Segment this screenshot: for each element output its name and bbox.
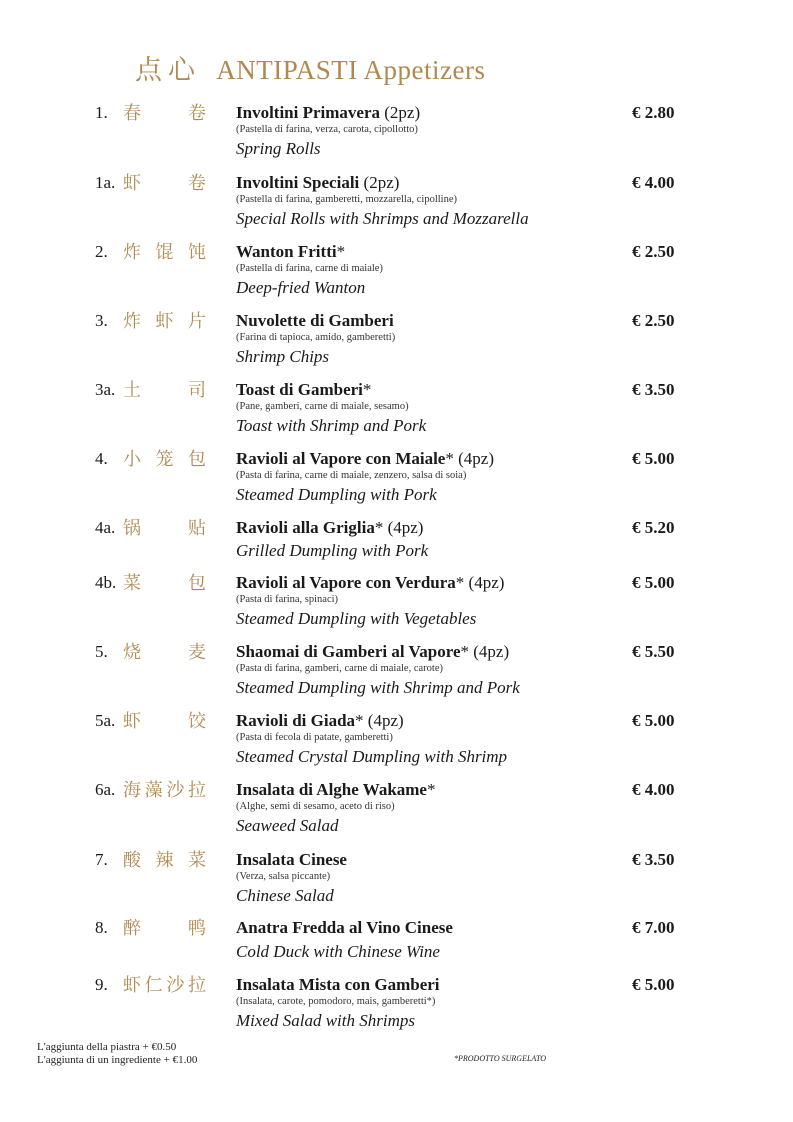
item-price: € 4.00 bbox=[632, 780, 675, 799]
frozen-asterisk: * bbox=[426, 780, 436, 799]
item-english-name: Deep-fried Wanton bbox=[236, 278, 366, 297]
chinese-character: 虾 bbox=[123, 975, 141, 995]
frozen-asterisk: * bbox=[374, 518, 384, 537]
item-italian-name bbox=[236, 449, 494, 469]
frozen-asterisk: * bbox=[445, 449, 454, 468]
item-ingredients: (Verza, salsa piccante) bbox=[236, 871, 331, 882]
item-name-bold: Ravioli al Vapore con Verdura bbox=[236, 573, 456, 592]
item-name-bold: Anatra Fredda al Vino Cinese bbox=[236, 918, 453, 937]
title-italian: ANTIPASTI bbox=[216, 55, 358, 85]
chinese-character: 藻 bbox=[144, 780, 163, 800]
item-ingredients: (Alghe, semi di sesamo, aceto di riso) bbox=[236, 801, 395, 812]
footer-extra-ingredient: L'aggiunta di un ingrediente + €1.00 bbox=[37, 1054, 198, 1066]
chinese-character: 包 bbox=[188, 449, 206, 469]
chinese-character: 锅 bbox=[123, 518, 141, 538]
item-chinese-name bbox=[123, 780, 206, 800]
chinese-character: 拉 bbox=[187, 975, 206, 995]
item-name-bold: Ravioli alla Griglia bbox=[236, 518, 375, 537]
item-ingredients: (Pasta di farina, carne di maiale, zenzero, salsa di soia) bbox=[236, 470, 467, 481]
title-english: Appetizers bbox=[363, 55, 486, 85]
frozen-asterisk: * bbox=[355, 711, 364, 730]
item-number: 4b. bbox=[95, 573, 117, 592]
chinese-character: 小 bbox=[123, 449, 141, 469]
chinese-character: 馄 bbox=[155, 242, 174, 262]
chinese-character: 贴 bbox=[188, 518, 206, 538]
chinese-character: 麦 bbox=[188, 642, 206, 662]
frozen-asterisk: * bbox=[455, 573, 465, 592]
item-italian-name bbox=[236, 780, 435, 800]
item-price: € 5.00 bbox=[632, 975, 675, 994]
item-quantity: (4pz) bbox=[469, 642, 510, 661]
page-title bbox=[135, 48, 486, 87]
item-italian-name bbox=[236, 642, 509, 662]
chinese-character: 虾 bbox=[123, 711, 141, 731]
frozen-product-note: *PRODOTTO SURGELATO bbox=[454, 1054, 547, 1063]
item-chinese-name bbox=[123, 850, 206, 870]
footer-extra-plate: L'aggiunta della piastra + €0.50 bbox=[37, 1041, 177, 1053]
item-number: 6a. bbox=[95, 780, 116, 799]
chinese-character: 沙 bbox=[166, 780, 185, 800]
item-italian-name bbox=[236, 242, 345, 262]
frozen-asterisk: * bbox=[336, 242, 346, 261]
chinese-character: 卷 bbox=[188, 103, 206, 123]
item-quantity: (4pz) bbox=[363, 711, 404, 730]
item-number: 3. bbox=[95, 311, 108, 330]
item-number: 2. bbox=[95, 242, 108, 261]
item-ingredients: (Insalata, carote, pomodoro, mais, gamberetti*) bbox=[236, 996, 436, 1007]
item-italian-name bbox=[236, 711, 404, 731]
item-price: € 4.00 bbox=[632, 173, 675, 192]
item-chinese-name bbox=[123, 918, 206, 938]
item-ingredients: (Pane, gamberi, carne di maiale, sesamo) bbox=[236, 401, 409, 412]
chinese-character: 菜 bbox=[123, 573, 141, 593]
item-name-bold: Ravioli al Vapore con Maiale bbox=[236, 449, 446, 468]
item-english-name: Toast with Shrimp and Pork bbox=[236, 416, 427, 435]
item-price: € 3.50 bbox=[632, 380, 675, 399]
item-english-name: Steamed Dumpling with Vegetables bbox=[236, 609, 477, 628]
item-number: 5. bbox=[95, 642, 108, 661]
item-chinese-name bbox=[123, 173, 206, 193]
chinese-character: 炸 bbox=[123, 311, 141, 331]
item-english-name: Spring Rolls bbox=[236, 139, 321, 158]
chinese-character: 春 bbox=[123, 103, 141, 123]
item-ingredients: (Farina di tapioca, amido, gamberetti) bbox=[236, 332, 396, 343]
item-name-bold: Ravioli di Giada bbox=[236, 711, 356, 730]
item-price: € 2.50 bbox=[632, 242, 675, 261]
chinese-character: 虾 bbox=[155, 311, 174, 331]
chinese-character: 司 bbox=[188, 380, 206, 400]
chinese-character: 卷 bbox=[188, 173, 206, 193]
item-italian-name bbox=[236, 311, 394, 331]
item-number: 4. bbox=[95, 449, 108, 468]
item-number: 7. bbox=[95, 850, 108, 869]
item-name-bold: Insalata Cinese bbox=[236, 850, 347, 869]
item-price: € 5.00 bbox=[632, 449, 675, 468]
item-english-name: Grilled Dumpling with Pork bbox=[236, 541, 429, 560]
item-price: € 5.50 bbox=[632, 642, 675, 661]
item-ingredients: (Pastella di farina, carne di maiale) bbox=[236, 263, 383, 274]
chinese-character: 饨 bbox=[188, 242, 206, 262]
item-italian-name bbox=[236, 518, 423, 538]
item-name-bold: Shaomai di Gamberi al Vapore bbox=[236, 642, 461, 661]
item-price: € 7.00 bbox=[632, 918, 675, 937]
item-name-bold: Toast di Gamberi bbox=[236, 380, 363, 399]
item-italian-name bbox=[236, 173, 399, 193]
item-price: € 3.50 bbox=[632, 850, 675, 869]
item-name-bold: Wanton Fritti bbox=[236, 242, 337, 261]
item-price: € 5.00 bbox=[632, 711, 675, 730]
item-chinese-name bbox=[123, 642, 206, 662]
item-name-bold: Insalata Mista con Gamberi bbox=[236, 975, 440, 994]
item-chinese-name bbox=[123, 711, 206, 731]
item-number: 3a. bbox=[95, 380, 116, 399]
chinese-character: 笼 bbox=[155, 449, 174, 469]
item-italian-name bbox=[236, 975, 440, 995]
chinese-character: 沙 bbox=[166, 975, 185, 995]
item-name-bold: Involtini Speciali bbox=[236, 173, 360, 192]
item-italian-name bbox=[236, 103, 420, 123]
chinese-character: 炸 bbox=[123, 242, 141, 262]
chinese-character: 酸 bbox=[123, 850, 141, 870]
item-chinese-name bbox=[123, 975, 206, 995]
item-english-name: Cold Duck with Chinese Wine bbox=[236, 942, 440, 961]
chinese-character: 辣 bbox=[155, 850, 174, 870]
item-ingredients: (Pastella di farina, verza, carota, cipollotto) bbox=[236, 124, 418, 135]
frozen-asterisk: * bbox=[362, 380, 372, 399]
item-number: 8. bbox=[95, 918, 108, 937]
item-quantity: (4pz) bbox=[464, 573, 505, 592]
chinese-character: 烧 bbox=[123, 642, 141, 662]
item-chinese-name bbox=[123, 573, 206, 593]
item-ingredients: (Pasta di farina, gamberi, carne di maiale, carote) bbox=[236, 663, 443, 674]
chinese-character: 菜 bbox=[188, 850, 206, 870]
item-chinese-name bbox=[123, 380, 206, 400]
item-ingredients: (Pastella di farina, gamberetti, mozzarella, cipolline) bbox=[236, 194, 457, 205]
chinese-character: 仁 bbox=[144, 975, 163, 995]
chinese-character: 虾 bbox=[123, 173, 141, 193]
item-italian-name bbox=[236, 850, 347, 870]
item-chinese-name bbox=[123, 311, 206, 331]
title-chinese: 点心 bbox=[135, 55, 201, 85]
item-english-name: Mixed Salad with Shrimps bbox=[236, 1011, 415, 1030]
chinese-character: 片 bbox=[188, 311, 206, 331]
chinese-character: 拉 bbox=[187, 780, 206, 800]
item-english-name: Seaweed Salad bbox=[236, 816, 339, 835]
item-number: 9. bbox=[95, 975, 108, 994]
item-price: € 2.50 bbox=[632, 311, 675, 330]
chinese-character: 海 bbox=[123, 780, 141, 800]
item-ingredients: (Pasta di farina, spinaci) bbox=[236, 594, 339, 605]
chinese-character: 包 bbox=[188, 573, 206, 593]
item-chinese-name bbox=[123, 242, 206, 262]
item-number: 1. bbox=[95, 103, 108, 122]
item-ingredients: (Pasta di fecola di patate, gamberetti) bbox=[236, 732, 393, 743]
item-english-name: Steamed Dumpling with Shrimp and Pork bbox=[236, 678, 520, 697]
frozen-asterisk: * bbox=[460, 642, 469, 661]
chinese-character: 醉 bbox=[123, 918, 141, 938]
item-quantity: (4pz) bbox=[453, 449, 494, 468]
item-name-bold: Nuvolette di Gamberi bbox=[236, 311, 394, 330]
chinese-character: 饺 bbox=[188, 711, 206, 731]
item-chinese-name bbox=[123, 449, 206, 469]
item-price: € 5.00 bbox=[632, 573, 675, 592]
chinese-character: 鸭 bbox=[188, 918, 206, 938]
item-english-name: Steamed Crystal Dumpling with Shrimp bbox=[236, 747, 508, 766]
item-quantity: (4pz) bbox=[383, 518, 424, 537]
item-name-bold: Insalata di Alghe Wakame bbox=[236, 780, 427, 799]
item-italian-name bbox=[236, 573, 504, 593]
item-name-bold: Involtini Primavera bbox=[236, 103, 381, 122]
chinese-character: 土 bbox=[123, 380, 141, 400]
item-italian-name bbox=[236, 918, 453, 938]
item-english-name: Steamed Dumpling with Pork bbox=[236, 485, 437, 504]
item-price: € 5.20 bbox=[632, 518, 675, 537]
item-number: 4a. bbox=[95, 518, 116, 537]
item-english-name: Special Rolls with Shrimps and Mozzarella bbox=[236, 209, 529, 228]
item-quantity: (2pz) bbox=[359, 173, 400, 192]
item-english-name: Chinese Salad bbox=[236, 886, 334, 905]
item-chinese-name bbox=[123, 103, 206, 123]
item-number: 1a. bbox=[95, 173, 116, 192]
item-english-name: Shrimp Chips bbox=[236, 347, 330, 366]
item-price: € 2.80 bbox=[632, 103, 675, 122]
item-number: 5a. bbox=[95, 711, 116, 730]
item-chinese-name bbox=[123, 518, 206, 538]
item-italian-name bbox=[236, 380, 371, 400]
item-quantity: (2pz) bbox=[380, 103, 421, 122]
